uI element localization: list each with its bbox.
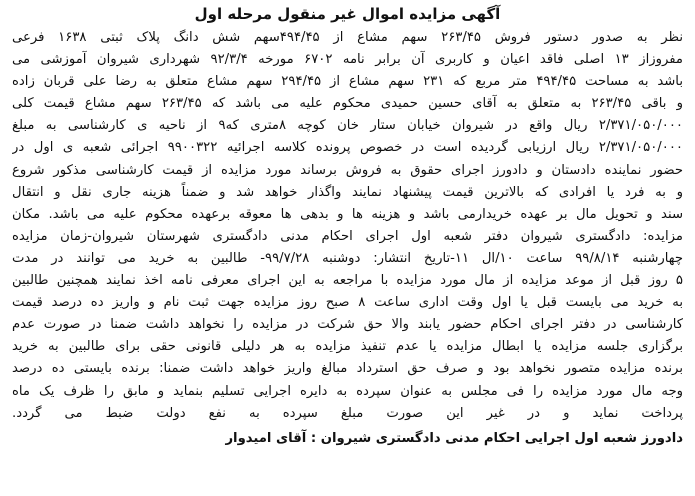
body-line: کارشناسی در دفتر اجرای احکام حضور یابند والا حق شرکت در مزایده را نخواهد داشت ضمنا در صورت عدم bbox=[12, 317, 683, 333]
body-line: چهارشنبه ۹۹/۸/۱۴ ساعت ۱۰/ال ۱۱-تاریخ انتشار: دوشنبه ۹۹/۷/۲۸- طالبین به خرید می توانند در مدت bbox=[12, 250, 683, 266]
body-line: برنده مزایده متصور نخواهد بود و صرف حق استرداد مبالغ واریز خواهد داشت ضمنا: برنده بایستی ده درصد bbox=[12, 361, 683, 377]
notice-body bbox=[12, 27, 683, 425]
body-line: و باقی ۲۶۳/۴۵ به متعلق به آقای حسین حمیدی محکوم علیه می باشد که ۲۶۳/۴۵ سهم مشاع قیمت کلی bbox=[12, 96, 683, 112]
body-line: ۲/۳۷۱/۰۵۰/۰۰۰ ریال واقع در شیروان خیابان ستار خان کوچه ۸متری که۹ از ناحیه ی کارشناسی به مبلغ bbox=[12, 118, 683, 134]
body-line: حضور نماینده دادستان و دادورز اجرای حقوق به فروش برساند مورد مزایده از قیمت کارشناسی مذکور شروع bbox=[12, 162, 683, 178]
body-line: و به فرد یا افرادی که بالاترین قیمت پیشنهاد نمایند واگذار خواهد شد و ضمناً هزینه جاری نقل و انتقال bbox=[12, 184, 683, 200]
body-line: مفروزاز ۱۳ اصلی فاقد اعیان و کاربری آن برابر نامه ۶۷۰۲ مورخه ۹۲/۳/۴ شهرداری شیروان آموزشی می bbox=[12, 52, 683, 68]
body-line: نظر به صدور دستور فروش ۲۶۳/۴۵ سهم مشاع از ۴۹۴/۴۵سهم شش دانگ پلاک ثبتی ۱۶۳۸ فرعی bbox=[12, 30, 683, 45]
body-line: مزایده: دادگستری شیروان دفتر شعبه اول اجرای احکام مدنی دادگستری شهرستان شیروان-زمان مزایده bbox=[12, 228, 683, 244]
body-line: ۲/۳۷۱/۰۵۰/۰۰۰ ریال ارزیابی گردیده است در خصوص پرونده کلاسه اجرائیه ۹۹۰۰۳۲۲ اجرائی شعبه ی اول در bbox=[12, 140, 683, 156]
body-line: وجه مال مورد مزایده را فی مجلس به عنوان سپرده به دایره اجرایی تسلیم بنماید و مابق را ظرف یک ماه bbox=[12, 383, 683, 399]
body-line: باشد به مساحت ۴۹۴/۴۵ متر مربع که ۲۳۱ سهم مشاع از ۲۹۴/۴۵ سهم مشاع متعلق به رضا علی قربان زاده bbox=[12, 74, 683, 90]
notice-signature: دادورز شعبه اول اجرایی احکام مدنی دادگستری شیروان : آقای امیدوار bbox=[225, 430, 683, 446]
body-line: به خرید می بایست قبل یا اول وقت اداری ساعت ۸ صبح روز مزایده جهت ثبت نام و واریز ده درصد قیمت bbox=[12, 295, 683, 311]
body-line: ۵ روز قبل از موعد مزایده از مال مورد مزایده با مراجعه به این اجرای معرفی نامه اخذ نمایند همچنین طالبین bbox=[12, 273, 683, 289]
body-line: برگزاری جلسه مزایده یا ابطال مزایده یا عدم تنفیذ مزایده به هر دلیلی قانونی حقی برای طالبین به خرید bbox=[12, 339, 683, 355]
body-line: سند و تحویل مال بر عهده خریدارمی باشد و هزینه ها و بدهی ها معوقه برعهده محکوم علیه می باشد. مکان bbox=[12, 206, 683, 222]
body-line: پرداخت نماید و در غیر این صورت مبلغ سپرده به نفع دولت ضبط می گردد. bbox=[12, 405, 683, 421]
notice-title: آگهی مزایده اموال غیر منقول مرحله اول bbox=[194, 5, 501, 23]
